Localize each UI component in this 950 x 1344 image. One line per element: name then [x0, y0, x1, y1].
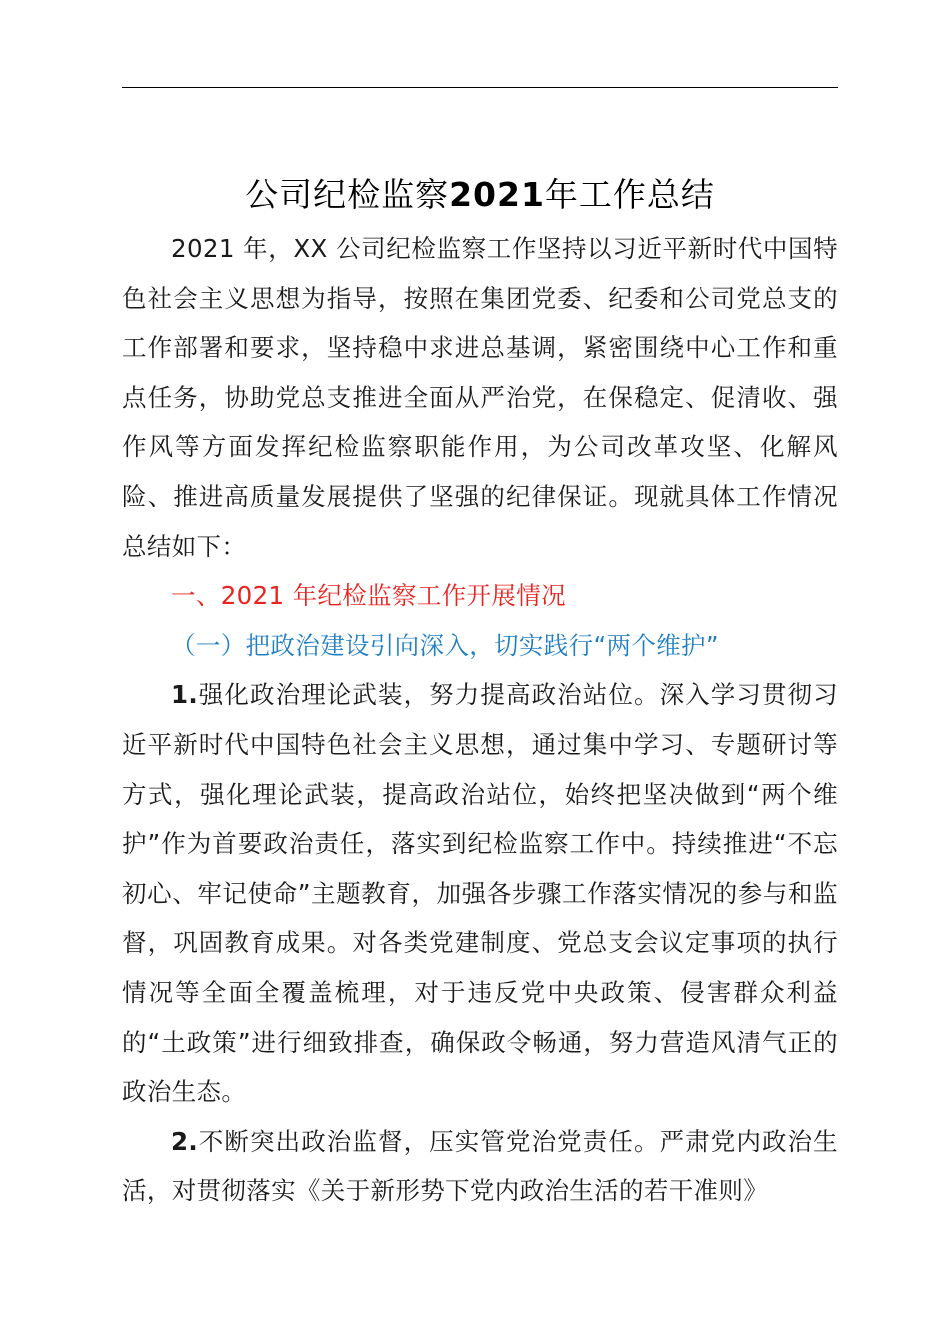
- item-2-text: 不断突出政治监督，压实管党治党责任。严肃党内政治生活，对贯彻落实《关于新形势下党内政治生活的若干准则》: [122, 1126, 838, 1206]
- item-1-text: 强化政治理论武装，努力提高政治站位。深入学习贯彻习近平新时代中国特色社会主义思想，通过集中学习、专题研讨等方式，强化理论武装，提高政治站位，始终把坚决做到“两个维护”作为首要政治责任，落实到纪检监察工作中。持续推进“不忘初心、牢记使命”主题教育，加强各步骤工作落实情况的参与和监督，巩固教育成果。对各类党建制度、党总支会议定事项的执行情况等全面全覆盖梳理，对于违反党中央政策、侵害群众利益的“土政策”进行细致排查，确保政令畅通，努力营造风清气正的政治生态。: [122, 680, 838, 1107]
- document-body: [122, 224, 838, 1216]
- title-prefix: 公司纪检监察: [245, 175, 450, 215]
- page-title: [122, 170, 838, 220]
- section-heading-1: 一、2021 年纪检监察工作开展情况: [171, 581, 566, 611]
- item-1-paragraph: [122, 670, 838, 1116]
- item-2-paragraph: [122, 1117, 838, 1216]
- item-1-number: 1.: [171, 680, 199, 710]
- item-2-number: 2.: [171, 1126, 199, 1156]
- header-rule: [122, 87, 838, 88]
- title-suffix: 年工作总结: [544, 175, 715, 215]
- title-year: 2021: [449, 175, 545, 215]
- subsection-heading-1: （一）把政治建设引向深入，切实践行“两个维护”: [171, 630, 719, 660]
- intro-paragraph: 2021 年，XX 公司纪检监察工作坚持以习近平新时代中国特色社会主义思想为指导，按照在集团党委、纪委和公司党总支的工作部署和要求，坚持稳中求进总基调，紧密围绕中心工作和重点任务，协助党总支推进全面从严治党，在保稳定、促清收、强作风等方面发挥纪检监察职能作用，为公司改革攻坚、化解风险、推进高质量发展提供了坚强的纪律保证。现就具体工作情况总结如下：: [122, 234, 838, 561]
